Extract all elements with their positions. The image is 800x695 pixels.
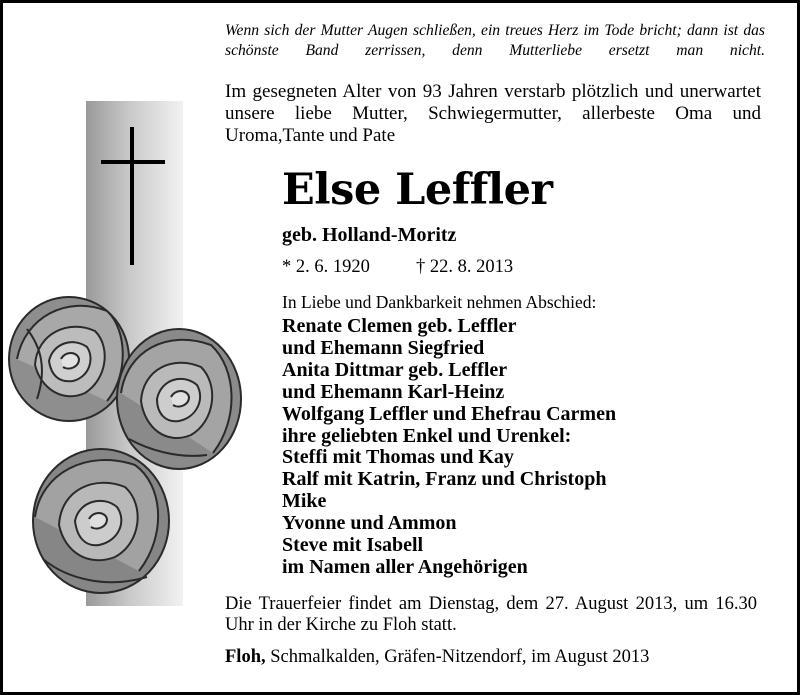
roses-illustration [7, 289, 243, 601]
mourner-line: Renate Clemen geb. Leffler [282, 315, 517, 337]
birth-date: * 2. 6. 1920 [282, 257, 370, 277]
mourner-line: Steve mit Isabell [282, 534, 424, 557]
mourner-line: im Namen aller Angehörigen [282, 555, 528, 578]
mourner-line: und Ehemann Siegfried [282, 336, 485, 359]
mourner-line: Steffi mit Thomas und Kay [282, 446, 514, 469]
mourner-line: Yvonne und Ammon [282, 512, 457, 535]
cross-icon [101, 127, 165, 265]
closing-rest: Schmalkalden, Gräfen-Nitzendorf, im August 2013 [265, 647, 650, 667]
mourner-line: ihre geliebten Enkel und Urenkel: [282, 424, 572, 447]
farewell-line: In Liebe und Dankbarkeit nehmen Abschied: [282, 292, 597, 312]
funeral-service-text: Die Trauerfeier findet am Dienstag, dem 27. August 2013, um 16.30 Uhr in der Kirche zu Floh statt. [225, 594, 757, 635]
closing-location: Floh, [225, 647, 266, 667]
mourners-list [282, 316, 616, 579]
motto-verse: Wenn sich der Mutter Augen schließen, ein treues Herz im Tode bricht; dann ist das schönste Band zerrissen, denn Mutterliebe ersetzt man nicht. [225, 22, 765, 59]
maiden-name: geb. Holland-Moritz [282, 224, 457, 246]
mourner-line: und Ehemann Karl-Heinz [282, 380, 505, 403]
mourner-line: Ralf mit Katrin, Franz und Christoph [282, 468, 607, 491]
mourner-line: Mike [282, 490, 327, 513]
closing-line [225, 646, 649, 668]
death-date: † 22. 8. 2013 [416, 257, 514, 277]
intro-text: Im gesegneten Alter von 93 Jahren verstarb plötzlich und unerwartet unsere liebe Mutter, Schwiegermutter, allerbeste Oma und Uroma,Tante und Pate [225, 81, 761, 146]
mourner-line: Anita Dittmar geb. Leffler [282, 358, 508, 381]
mourner-line: Wolfgang Leffler und Ehefrau Carmen [282, 402, 617, 425]
deceased-name: Else Leffler [282, 165, 553, 215]
